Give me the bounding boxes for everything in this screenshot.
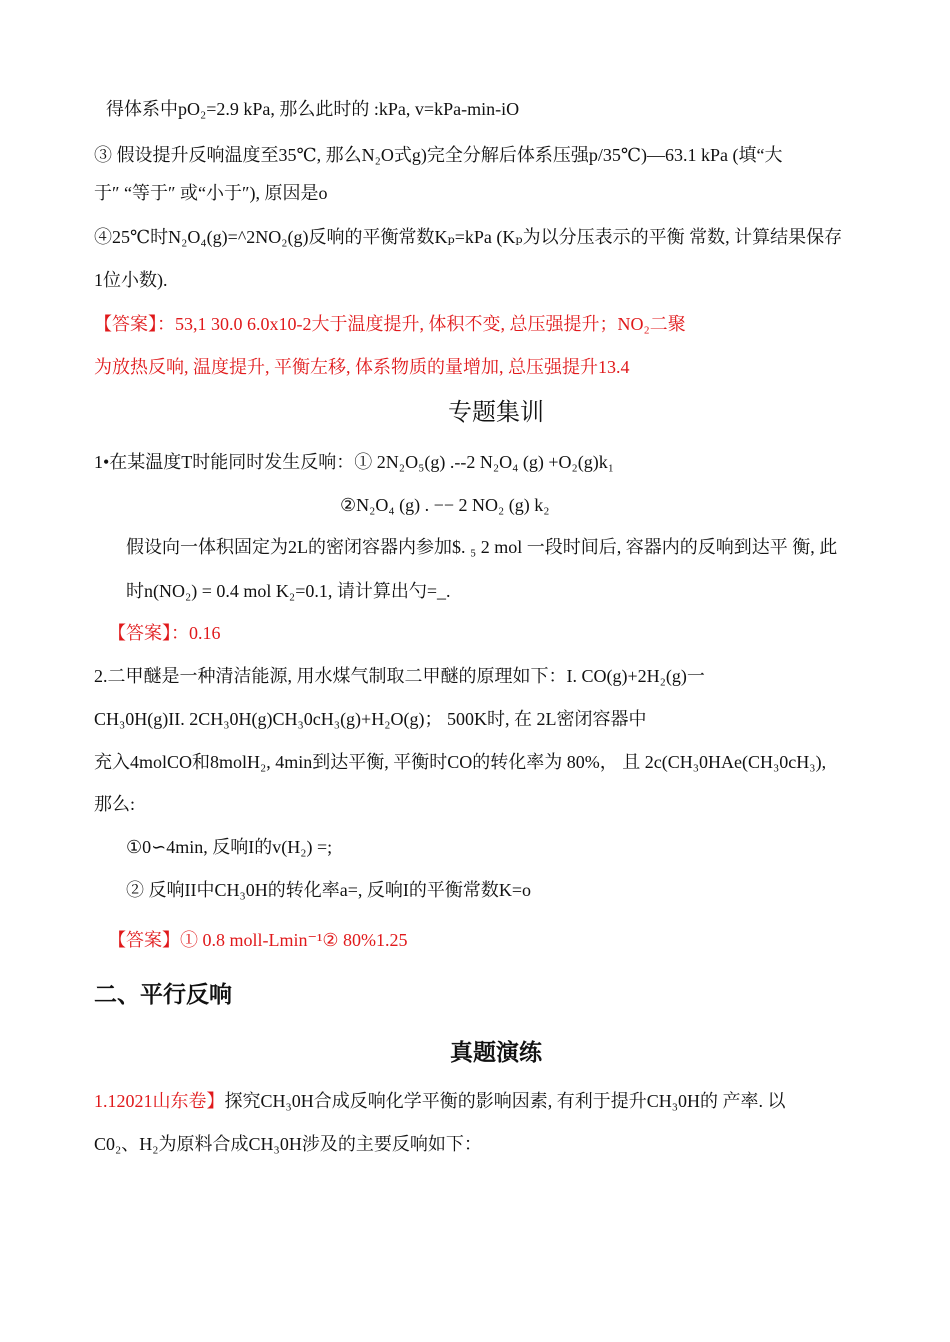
question-line: 那么: bbox=[94, 794, 136, 814]
text-line: 于″ “等于″ 或“小于″), 原因是o bbox=[94, 183, 328, 203]
answer-line: 为放热反响, 温度提升, 平衡左移, 体系物质的量增加, 总压强提升13.4 bbox=[94, 357, 630, 377]
text-line: ③ 假设提升反响温度至35℃, 那么N₂O式g)完全分解后体系压强p/35℃)—63.1 kPa (填“大 bbox=[94, 145, 783, 165]
text-line: ④25℃时N₂O₄(g)=^2NO₂(g)反响的平衡常数Kₚ=kPa (Kₚ为以分压表示的平衡 常数, 计算结果保存 bbox=[94, 227, 843, 247]
answer-line: 【答案】：0.16 bbox=[108, 623, 221, 643]
section-title: 专题集训 bbox=[448, 400, 544, 426]
question-line: ② 反响II中CH₃0H的转化率a=, 反响I的平衡常数K=o bbox=[126, 880, 532, 900]
question-line: 2.二甲醚是一种清洁能源, 用水煤气制取二甲醚的原理如下：I. CO(g)+2H₂(g)一 bbox=[94, 666, 705, 686]
question-line: CH₃0H(g)II. 2CH₃0H(g)CH₃0cH₃(g)+H₂O(g)； 500K时, 在 2L密闭容器中 bbox=[94, 709, 647, 729]
question-line: ①0∽4min, 反响I的v(H₂) =; bbox=[126, 837, 333, 857]
text-line: 得体系中pO₂=2.9 kPa, 那么此时的 :kPa, v=kPa-min-iO bbox=[106, 99, 520, 119]
question-text: 探究CH₃0H合成反响化学平衡的影响因素, 有利于提升CH₃0H的 产率. 以 bbox=[224, 1091, 786, 1111]
question-line: 时n(NO₂) = 0.4 mol K₂=0.1, 请计算出勺=_. bbox=[126, 581, 451, 601]
question-line bbox=[94, 1090, 786, 1112]
part-heading: 二、平行反响 bbox=[94, 982, 232, 1007]
question-line: 充入4molCO和8molH₂, 4min到达平衡, 平衡时CO的转化率为 80%， 且 2c(CH₃0HAe(CH₃0cH₃), bbox=[94, 752, 827, 772]
question-line: ②N₂O₄ (g) . −− 2 NO₂ (g) k₂ bbox=[340, 495, 550, 515]
question-line: 假设向一体积固定为2L的密闭容器内参加$. ₅ 2 mol 一段时间后, 容器内的反响到达平 衡, 此 bbox=[126, 537, 838, 557]
answer-line: 【答案】：53,1 30.0 6.0x10-2大于温度提升, 体积不变, 总压强提升；NO₂二聚 bbox=[94, 314, 686, 334]
answer-line: 【答案】① 0.8 moll-Lmin⁻¹② 80%1.25 bbox=[108, 930, 408, 950]
source-tag: 1.12021山东卷】 bbox=[94, 1091, 225, 1111]
subsection-title: 真题演练 bbox=[450, 1040, 542, 1065]
text-line: 1位小数). bbox=[94, 270, 168, 290]
question-line: 1•在某温度T时能同时发生反响：① 2N₂O₅(g) .--2 N₂O₄ (g) +O₂(g)k₁ bbox=[94, 452, 615, 472]
question-line: C0₂、H₂为原料合成CH₃0H涉及的主要反响如下： bbox=[94, 1134, 482, 1154]
